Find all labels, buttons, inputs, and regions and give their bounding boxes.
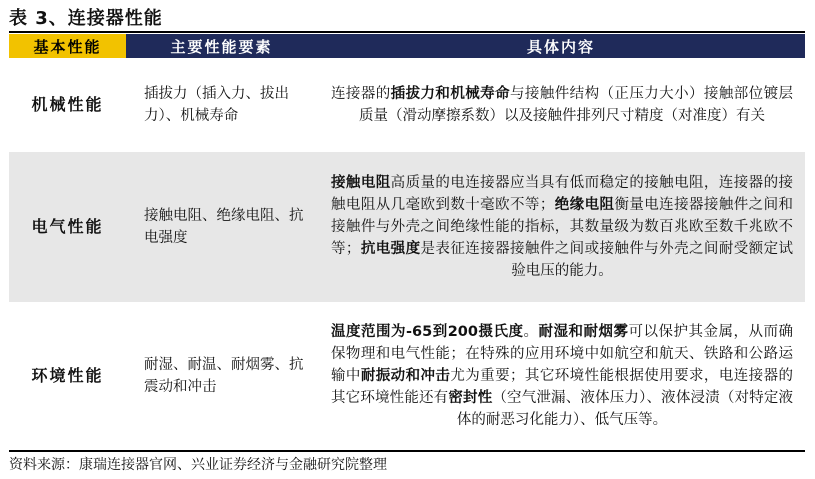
- table-row: [9, 302, 805, 450]
- table-row: [9, 152, 805, 302]
- emphasis-text: 接触电阻: [331, 175, 391, 191]
- emphasis-text: 耐振动和冲击: [360, 368, 451, 384]
- bottom-rule: [9, 450, 805, 452]
- top-rule: [9, 31, 805, 33]
- table-title: 表 3、连接器性能: [9, 8, 163, 29]
- row-elements: 插拔力（插入力、拔出力）、机械寿命: [144, 86, 289, 124]
- body-text: （空气泄漏、液体压力）、液体浸渍（对特定液体的耐恶习化能力）、低气压等。: [456, 390, 794, 428]
- row-category: 机械性能: [31, 95, 104, 114]
- body-text: 可以保护其金属，从而确保物理和电气性能；在特殊的应用环境中如航空和航天、铁路和公路运输中: [331, 324, 794, 384]
- body-text: 高质量的电连接器应当具有低而稳定的接触电阻，连接器的接触电阻从几毫欧到数十毫欧不等；: [331, 175, 794, 213]
- header-details: 具体内容: [317, 34, 805, 58]
- row-content: [317, 152, 805, 302]
- row-elements: 耐湿、耐温、耐烟雾、抗震动和冲击: [144, 357, 304, 395]
- source-note: 资料来源：康瑞连接器官网、兴业证券经济与金融研究院整理: [9, 457, 387, 473]
- row-elements: 接触电阻、绝缘电阻、抗电强度: [126, 152, 317, 302]
- row-category: 电气性能: [9, 152, 126, 302]
- emphasis-text: 密封性: [448, 390, 493, 406]
- body-text: 与接触件结构（正压力大小）接触部位镀层质量（滑动摩擦系数）以及接触件排列尺寸精度（对准度）有关: [359, 86, 794, 124]
- header-key-elements: 主要性能要素: [126, 34, 317, 58]
- row-content: [317, 302, 805, 450]
- body-text: 连接器的: [331, 86, 391, 102]
- row-category: 环境性能: [31, 366, 104, 385]
- header-row: [9, 34, 805, 58]
- emphasis-text: 抗电强度: [360, 241, 421, 257]
- emphasis-text: 耐湿和耐烟雾: [538, 324, 629, 340]
- emphasis-text: 插拔力和机械寿命: [390, 86, 511, 102]
- body-text: 衡量电连接器接触件之间和接触件与外壳之间绝缘性能的指标，其数量级为数百兆欧至数千兆欧不等；: [331, 197, 794, 257]
- row-content: [317, 58, 805, 152]
- emphasis-text: 温度范围为-65到200摄氏度: [331, 324, 524, 340]
- table-row: [9, 58, 805, 152]
- emphasis-text: 绝缘电阻: [554, 197, 615, 213]
- body-text: 是表征连接器接触件之间或接触件与外壳之间耐受额定试验电压的能力。: [420, 241, 794, 279]
- connector-performance-table: [9, 34, 805, 450]
- body-text: 尤为重要；其它环境性能根据使用要求，电连接器的其它环境性能还有: [331, 368, 794, 406]
- body-text: 。: [523, 324, 539, 340]
- header-basic-performance: 基本性能: [9, 34, 126, 58]
